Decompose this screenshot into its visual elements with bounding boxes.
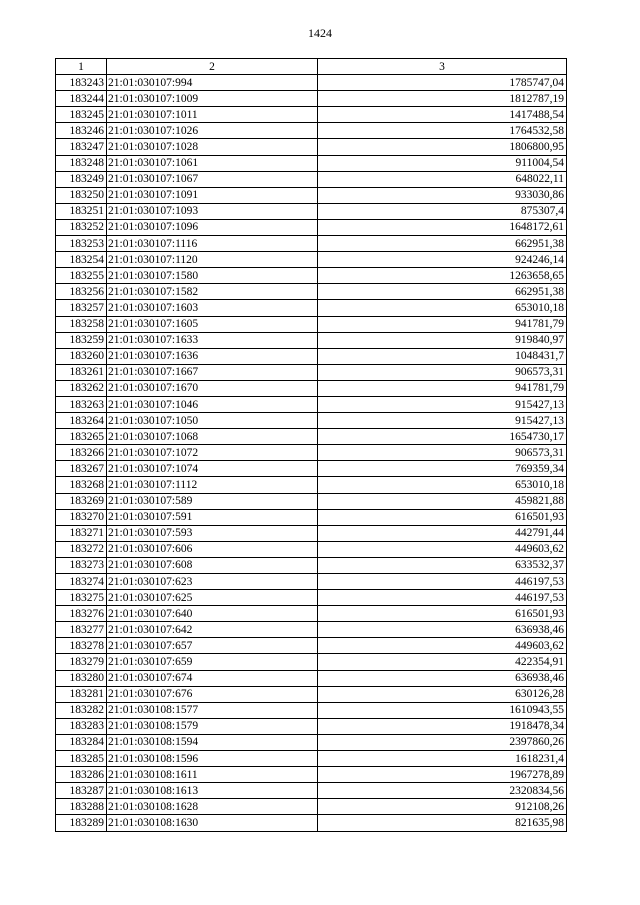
cadastral-number-cell: 21:01:030108:1630 [107,815,318,831]
row-number-cell: 183277 [56,622,107,638]
row-number-cell: 183284 [56,734,107,750]
cadastral-value-cell: 662951,38 [318,284,567,300]
table-row [56,799,567,815]
table-row [56,638,567,654]
cadastral-number-cell: 21:01:030108:1577 [107,702,318,718]
cadastral-value-cell: 769359,34 [318,461,567,477]
table-row [56,300,567,316]
cadastral-number-cell: 21:01:030107:1096 [107,219,318,235]
cadastral-number-cell: 21:01:030107:674 [107,670,318,686]
cadastral-value-cell: 616501,93 [318,606,567,622]
row-number-cell: 183256 [56,284,107,300]
cadastral-number-cell: 21:01:030107:659 [107,654,318,670]
cadastral-number-cell: 21:01:030107:591 [107,509,318,525]
table-row [56,606,567,622]
row-number-cell: 183243 [56,75,107,91]
cadastral-number-cell: 21:01:030107:1116 [107,236,318,252]
table-row [56,171,567,187]
row-number-cell: 183269 [56,493,107,509]
cadastral-number-cell: 21:01:030107:1670 [107,380,318,396]
row-number-cell: 183274 [56,574,107,590]
cadastral-value-cell: 911004,54 [318,155,567,171]
table-row [56,767,567,783]
cadastral-number-cell: 21:01:030107:1667 [107,364,318,380]
table-row [56,268,567,284]
cadastral-value-cell: 459821,88 [318,493,567,509]
row-number-cell: 183278 [56,638,107,654]
table-row [56,187,567,203]
cadastral-number-cell: 21:01:030108:1594 [107,734,318,750]
cadastral-number-cell: 21:01:030107:625 [107,590,318,606]
row-number-cell: 183275 [56,590,107,606]
cadastral-value-cell: 446197,53 [318,574,567,590]
cadastral-number-cell: 21:01:030107:608 [107,557,318,573]
cadastral-value-cell: 941781,79 [318,316,567,332]
cadastral-number-cell: 21:01:030107:1582 [107,284,318,300]
cadastral-value-cell: 906573,31 [318,445,567,461]
table-row [56,75,567,91]
cadastral-number-cell: 21:01:030108:1628 [107,799,318,815]
row-number-cell: 183266 [56,445,107,461]
cadastral-value-cell: 1417488,54 [318,107,567,123]
cadastral-number-cell: 21:01:030107:1093 [107,203,318,219]
table-row [56,219,567,235]
cadastral-value-cell: 422354,91 [318,654,567,670]
cadastral-value-cell: 653010,18 [318,477,567,493]
cadastral-number-cell: 21:01:030108:1611 [107,767,318,783]
row-number-cell: 183245 [56,107,107,123]
cadastral-number-cell: 21:01:030107:1091 [107,187,318,203]
row-number-cell: 183257 [56,300,107,316]
row-number-cell: 183280 [56,670,107,686]
cadastral-number-cell: 21:01:030107:589 [107,493,318,509]
row-number-cell: 183263 [56,396,107,412]
table-row [56,236,567,252]
cadastral-number-cell: 21:01:030108:1596 [107,751,318,767]
table-row [56,541,567,557]
cadastral-number-cell: 21:01:030107:1026 [107,123,318,139]
column-header-3: 3 [318,59,567,75]
row-number-cell: 183251 [56,203,107,219]
row-number-cell: 183261 [56,364,107,380]
row-number-cell: 183285 [56,751,107,767]
cadastral-number-cell: 21:01:030107:1580 [107,268,318,284]
row-number-cell: 183260 [56,348,107,364]
table-row [56,316,567,332]
cadastral-value-cell: 2320834,56 [318,783,567,799]
cadastral-value-cell: 1648172,61 [318,219,567,235]
row-number-cell: 183268 [56,477,107,493]
cadastral-number-cell: 21:01:030108:1613 [107,783,318,799]
header-row [56,59,567,75]
cadastral-value-cell: 636938,46 [318,622,567,638]
cadastral-value-cell: 616501,93 [318,509,567,525]
cadastral-value-cell: 648022,11 [318,171,567,187]
row-number-cell: 183262 [56,380,107,396]
column-header-2: 2 [107,59,318,75]
row-number-cell: 183258 [56,316,107,332]
cadastral-number-cell: 21:01:030107:1050 [107,413,318,429]
table-row [56,203,567,219]
table-row [56,702,567,718]
table-row [56,815,567,831]
table-row [56,413,567,429]
cadastral-value-cell: 1764532,58 [318,123,567,139]
cadastral-value-cell: 446197,53 [318,590,567,606]
cadastral-value-cell: 630126,28 [318,686,567,702]
cadastral-value-cell: 906573,31 [318,364,567,380]
table-row [56,751,567,767]
cadastral-number-cell: 21:01:030107:1603 [107,300,318,316]
row-number-cell: 183287 [56,783,107,799]
row-number-cell: 183281 [56,686,107,702]
table-row [56,445,567,461]
cadastral-number-cell: 21:01:030107:1636 [107,348,318,364]
table-row [56,574,567,590]
cadastral-number-cell: 21:01:030107:657 [107,638,318,654]
table-row [56,155,567,171]
cadastral-value-cell: 449603,62 [318,638,567,654]
cadastral-value-cell: 1918478,34 [318,718,567,734]
cadastral-number-cell: 21:01:030107:994 [107,75,318,91]
row-number-cell: 183250 [56,187,107,203]
table-row [56,139,567,155]
cadastral-number-cell: 21:01:030107:676 [107,686,318,702]
cadastral-number-cell: 21:01:030107:623 [107,574,318,590]
cadastral-value-cell: 1048431,7 [318,348,567,364]
row-number-cell: 183264 [56,413,107,429]
table-row [56,461,567,477]
row-number-cell: 183288 [56,799,107,815]
table-row [56,493,567,509]
table-row [56,429,567,445]
row-number-cell: 183270 [56,509,107,525]
row-number-cell: 183273 [56,557,107,573]
cadastral-number-cell: 21:01:030107:1068 [107,429,318,445]
cadastral-value-cell: 924246,14 [318,252,567,268]
cadastral-value-cell: 653010,18 [318,300,567,316]
table-row [56,686,567,702]
table-row [56,525,567,541]
cadastral-value-cell: 919840,97 [318,332,567,348]
row-number-cell: 183255 [56,268,107,284]
cadastral-value-cell: 2397860,26 [318,734,567,750]
table-row [56,654,567,670]
row-number-cell: 183271 [56,525,107,541]
row-number-cell: 183286 [56,767,107,783]
table-row [56,380,567,396]
row-number-cell: 183282 [56,702,107,718]
cadastral-value-table [55,58,567,832]
table-row [56,590,567,606]
cadastral-value-cell: 1618231,4 [318,751,567,767]
table-row [56,622,567,638]
row-number-cell: 183254 [56,252,107,268]
row-number-cell: 183265 [56,429,107,445]
cadastral-number-cell: 21:01:030107:640 [107,606,318,622]
table-row [56,123,567,139]
row-number-cell: 183253 [56,236,107,252]
table-body [56,75,567,831]
table-row [56,509,567,525]
cadastral-number-cell: 21:01:030107:1074 [107,461,318,477]
cadastral-number-cell: 21:01:030107:642 [107,622,318,638]
cadastral-value-cell: 1812787,19 [318,91,567,107]
table-row [56,783,567,799]
cadastral-number-cell: 21:01:030107:1120 [107,252,318,268]
page-number: 1424 [308,26,332,40]
row-number-cell: 183289 [56,815,107,831]
table-row [56,107,567,123]
table-row [56,91,567,107]
cadastral-value-cell: 821635,98 [318,815,567,831]
cadastral-value-cell: 912108,26 [318,799,567,815]
table-row [56,477,567,493]
cadastral-value-cell: 1610943,55 [318,702,567,718]
table-row [56,670,567,686]
cadastral-value-cell: 636938,46 [318,670,567,686]
table-row [56,252,567,268]
cadastral-value-cell: 1785747,04 [318,75,567,91]
column-header-1: 1 [56,59,107,75]
table-row [56,284,567,300]
row-number-cell: 183252 [56,219,107,235]
cadastral-value-cell: 1263658,65 [318,268,567,284]
row-number-cell: 183283 [56,718,107,734]
cadastral-number-cell: 21:01:030108:1579 [107,718,318,734]
cadastral-number-cell: 21:01:030107:1112 [107,477,318,493]
cadastral-number-cell: 21:01:030107:1011 [107,107,318,123]
cadastral-value-cell: 1967278,89 [318,767,567,783]
row-number-cell: 183267 [56,461,107,477]
cadastral-value-cell: 449603,62 [318,541,567,557]
cadastral-value-cell: 933030,86 [318,187,567,203]
cadastral-value-cell: 1806800,95 [318,139,567,155]
cadastral-value-cell: 915427,13 [318,413,567,429]
row-number-cell: 183244 [56,91,107,107]
row-number-cell: 183276 [56,606,107,622]
cadastral-number-cell: 21:01:030107:593 [107,525,318,541]
cadastral-value-cell: 941781,79 [318,380,567,396]
table-row [56,396,567,412]
cadastral-value-cell: 662951,38 [318,236,567,252]
row-number-cell: 183248 [56,155,107,171]
cadastral-number-cell: 21:01:030107:1072 [107,445,318,461]
row-number-cell: 183247 [56,139,107,155]
cadastral-number-cell: 21:01:030107:1067 [107,171,318,187]
cadastral-number-cell: 21:01:030107:606 [107,541,318,557]
table-row [56,734,567,750]
row-number-cell: 183246 [56,123,107,139]
table-row [56,364,567,380]
cadastral-number-cell: 21:01:030107:1009 [107,91,318,107]
table-row [56,718,567,734]
cadastral-value-cell: 633532,37 [318,557,567,573]
cadastral-number-cell: 21:01:030107:1028 [107,139,318,155]
row-number-cell: 183272 [56,541,107,557]
cadastral-number-cell: 21:01:030107:1061 [107,155,318,171]
cadastral-value-cell: 442791,44 [318,525,567,541]
row-number-cell: 183259 [56,332,107,348]
table-row [56,557,567,573]
cadastral-value-cell: 875307,4 [318,203,567,219]
cadastral-value-cell: 915427,13 [318,396,567,412]
table-row [56,348,567,364]
cadastral-number-cell: 21:01:030107:1633 [107,332,318,348]
cadastral-number-cell: 21:01:030107:1605 [107,316,318,332]
row-number-cell: 183249 [56,171,107,187]
table-header [56,59,567,75]
cadastral-value-cell: 1654730,17 [318,429,567,445]
cadastral-number-cell: 21:01:030107:1046 [107,396,318,412]
row-number-cell: 183279 [56,654,107,670]
table-row [56,332,567,348]
